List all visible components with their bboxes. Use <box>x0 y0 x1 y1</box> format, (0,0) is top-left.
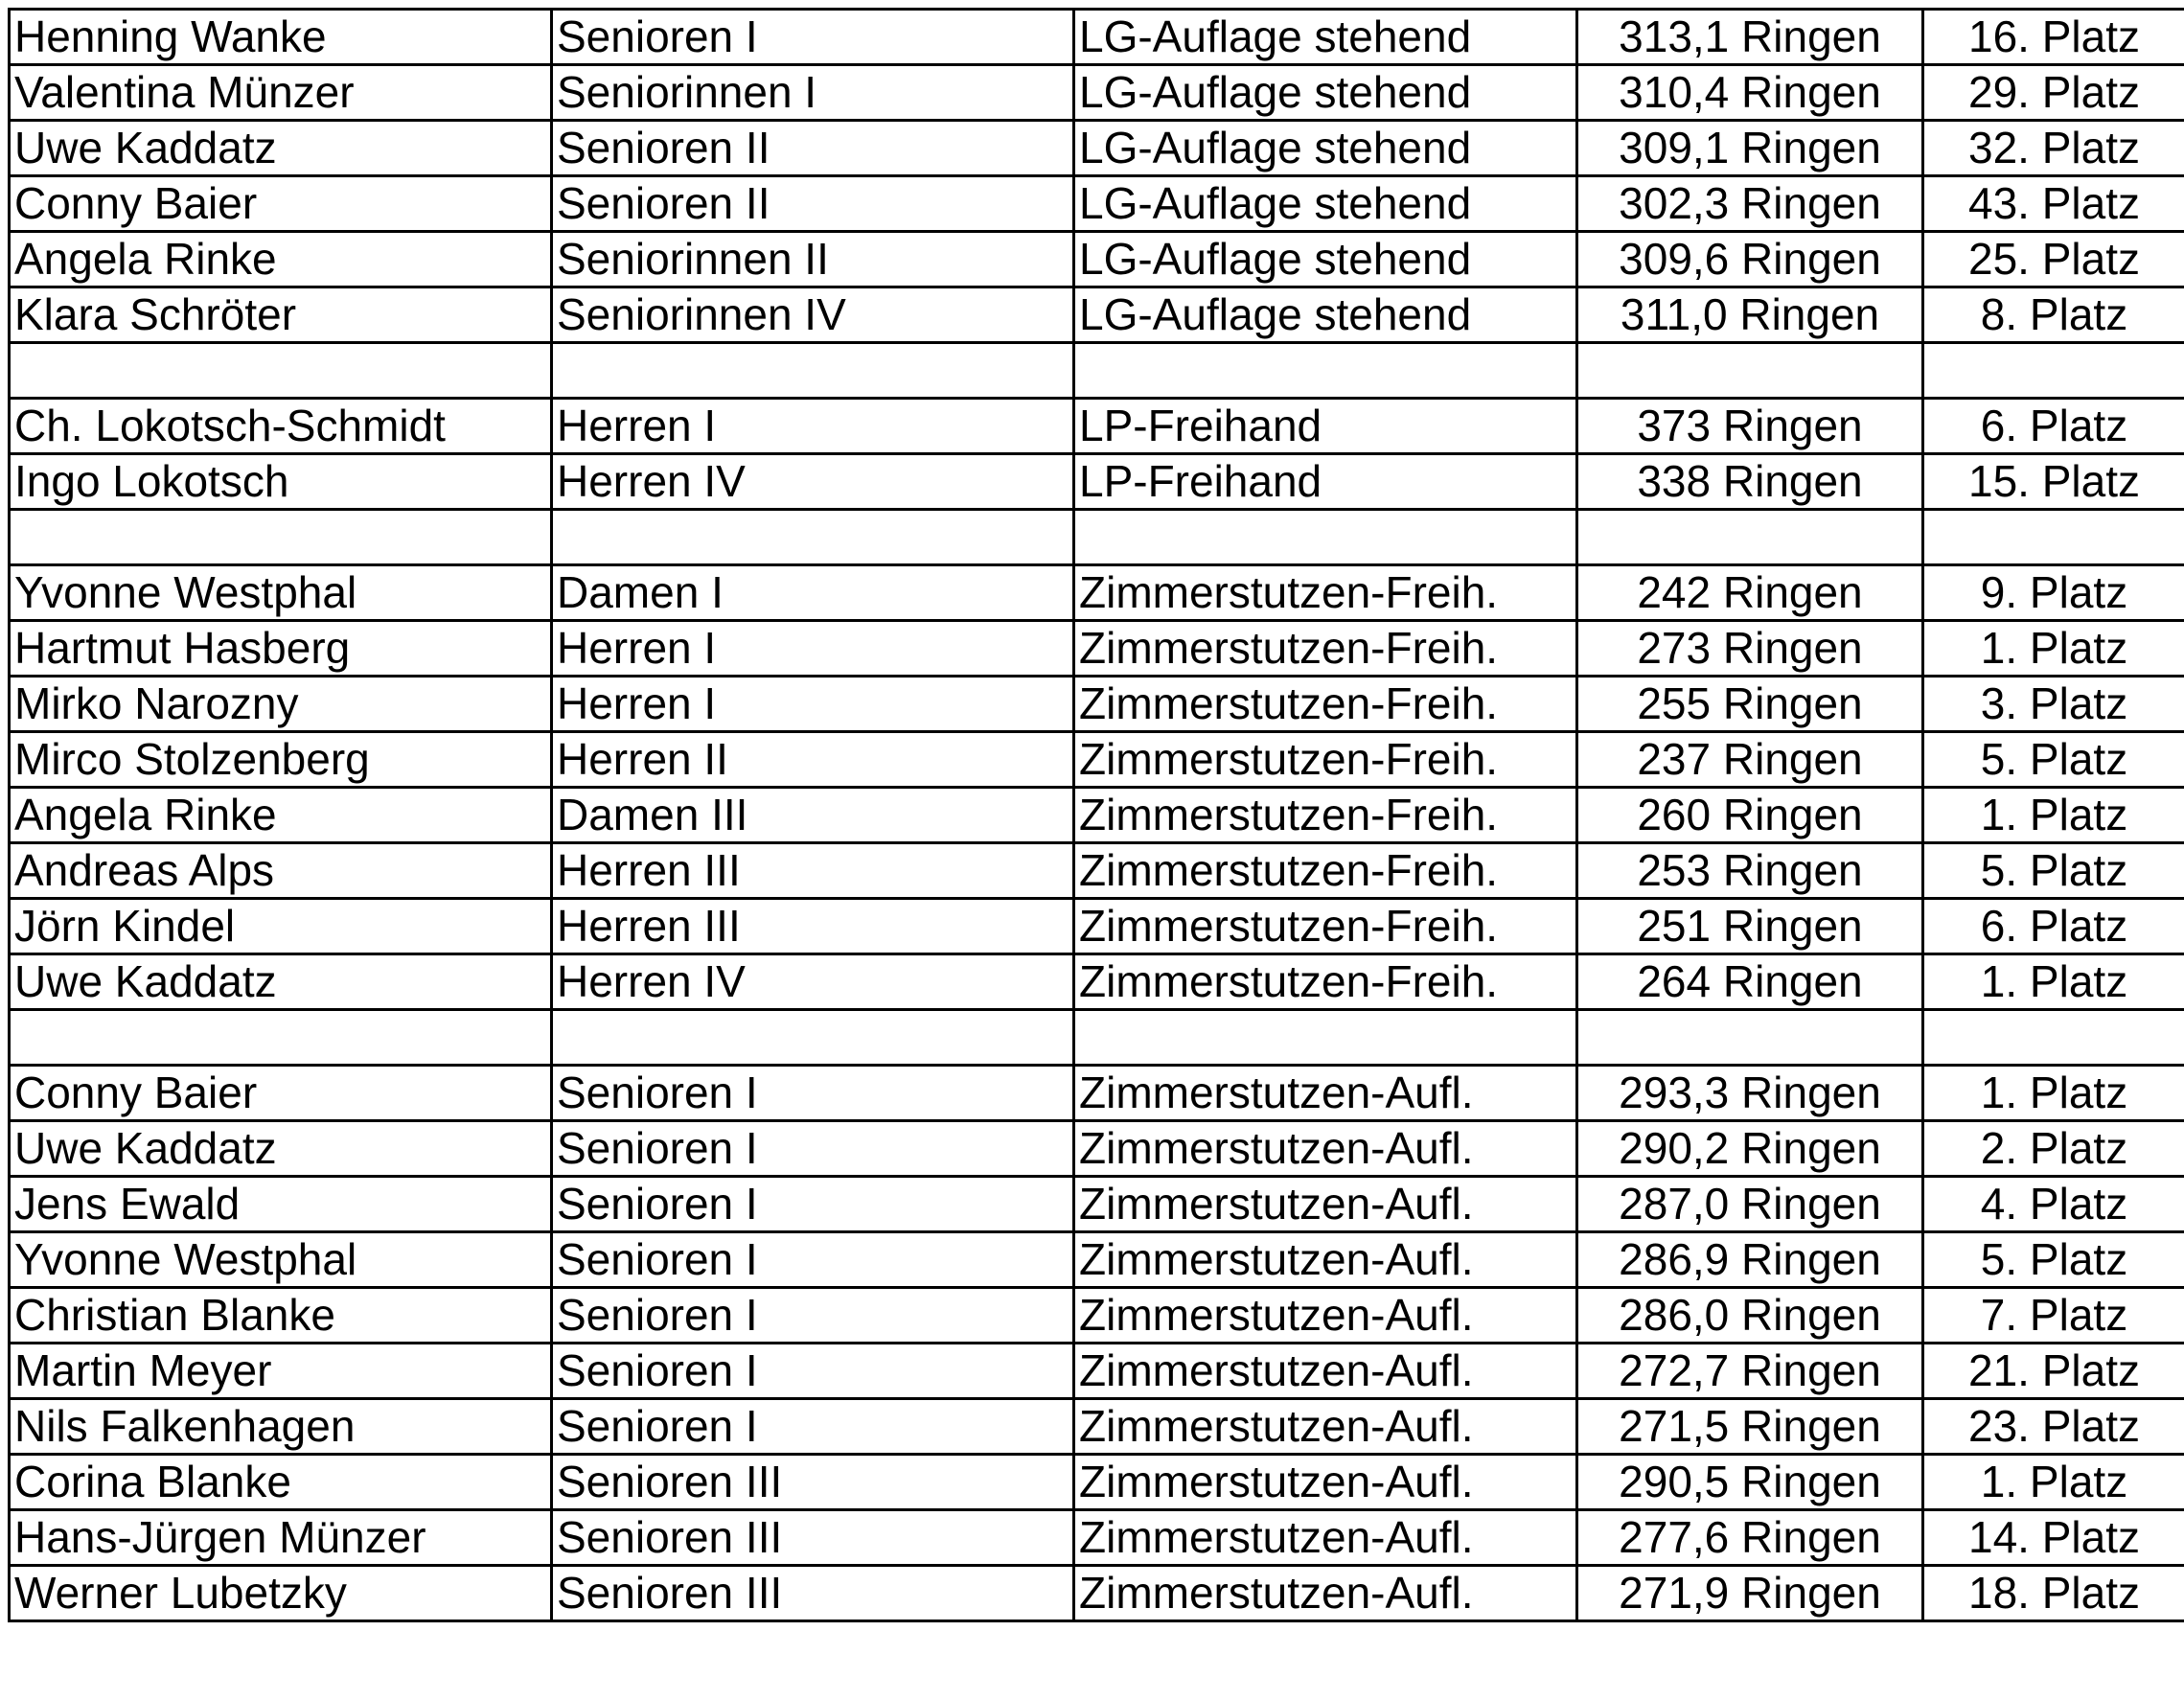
place-cell: 2. Platz <box>1923 1121 2184 1177</box>
score-cell: 277,6 Ringen <box>1577 1510 1923 1566</box>
shooter-name-cell: Jörn Kindel <box>10 899 552 954</box>
table-row <box>10 843 2184 899</box>
shooter-name-cell: Hans-Jürgen Münzer <box>10 1510 552 1566</box>
place-cell: 3. Platz <box>1923 677 2184 732</box>
table-row <box>10 621 2184 677</box>
table-row <box>10 1066 2184 1121</box>
shooter-name-cell: Conny Baier <box>10 176 552 232</box>
table-row <box>10 1344 2184 1399</box>
shooter-name-cell: Angela Rinke <box>10 788 552 843</box>
discipline-cell: LP-Freihand <box>1074 399 1577 454</box>
table-row <box>10 1177 2184 1232</box>
score-cell: 237 Ringen <box>1577 732 1923 788</box>
discipline-cell: Zimmerstutzen-Freih. <box>1074 954 1577 1010</box>
results-sheet <box>8 8 2184 1622</box>
score-cell: 302,3 Ringen <box>1577 176 1923 232</box>
table-row <box>10 454 2184 510</box>
discipline-cell: Zimmerstutzen-Freih. <box>1074 843 1577 899</box>
age-class-cell: Herren III <box>552 899 1074 954</box>
age-class-cell <box>552 343 1074 399</box>
age-class-cell <box>552 510 1074 565</box>
shooter-name-cell: Yvonne Westphal <box>10 1232 552 1288</box>
place-cell: 18. Platz <box>1923 1566 2184 1621</box>
table-row <box>10 232 2184 287</box>
place-cell: 7. Platz <box>1923 1288 2184 1344</box>
age-class-cell: Senioren I <box>552 10 1074 65</box>
discipline-cell: Zimmerstutzen-Aufl. <box>1074 1399 1577 1455</box>
place-cell: 4. Platz <box>1923 1177 2184 1232</box>
score-cell: 242 Ringen <box>1577 565 1923 621</box>
table-row <box>10 1510 2184 1566</box>
age-class-cell: Senioren I <box>552 1344 1074 1399</box>
age-class-cell: Seniorinnen IV <box>552 287 1074 343</box>
age-class-cell: Seniorinnen I <box>552 65 1074 121</box>
discipline-cell: LG-Auflage stehend <box>1074 10 1577 65</box>
shooter-name-cell <box>10 343 552 399</box>
score-cell: 271,9 Ringen <box>1577 1566 1923 1621</box>
score-cell: 309,6 Ringen <box>1577 232 1923 287</box>
shooter-name-cell: Ingo Lokotsch <box>10 454 552 510</box>
place-cell <box>1923 510 2184 565</box>
table-row <box>10 10 2184 65</box>
results-table <box>8 8 2184 1622</box>
shooter-name-cell: Andreas Alps <box>10 843 552 899</box>
discipline-cell: Zimmerstutzen-Aufl. <box>1074 1510 1577 1566</box>
place-cell: 23. Platz <box>1923 1399 2184 1455</box>
age-class-cell: Senioren II <box>552 121 1074 176</box>
age-class-cell: Damen I <box>552 565 1074 621</box>
age-class-cell: Herren I <box>552 621 1074 677</box>
age-class-cell: Senioren I <box>552 1288 1074 1344</box>
table-row <box>10 399 2184 454</box>
discipline-cell: LG-Auflage stehend <box>1074 287 1577 343</box>
place-cell: 6. Platz <box>1923 399 2184 454</box>
discipline-cell: Zimmerstutzen-Aufl. <box>1074 1566 1577 1621</box>
age-class-cell: Herren IV <box>552 954 1074 1010</box>
discipline-cell: Zimmerstutzen-Aufl. <box>1074 1288 1577 1344</box>
table-row <box>10 1455 2184 1510</box>
discipline-cell <box>1074 1010 1577 1066</box>
shooter-name-cell: Martin Meyer <box>10 1344 552 1399</box>
discipline-cell: LG-Auflage stehend <box>1074 121 1577 176</box>
spacer-row <box>10 510 2184 565</box>
score-cell: 310,4 Ringen <box>1577 65 1923 121</box>
discipline-cell <box>1074 510 1577 565</box>
shooter-name-cell: Klara Schröter <box>10 287 552 343</box>
spacer-row <box>10 343 2184 399</box>
shooter-name-cell: Uwe Kaddatz <box>10 121 552 176</box>
shooter-name-cell: Valentina Münzer <box>10 65 552 121</box>
score-cell: 253 Ringen <box>1577 843 1923 899</box>
age-class-cell: Senioren I <box>552 1066 1074 1121</box>
score-cell: 272,7 Ringen <box>1577 1344 1923 1399</box>
table-row <box>10 176 2184 232</box>
place-cell: 43. Platz <box>1923 176 2184 232</box>
age-class-cell: Herren III <box>552 843 1074 899</box>
age-class-cell: Senioren III <box>552 1566 1074 1621</box>
score-cell: 255 Ringen <box>1577 677 1923 732</box>
age-class-cell: Senioren III <box>552 1455 1074 1510</box>
shooter-name-cell: Henning Wanke <box>10 10 552 65</box>
age-class-cell: Herren II <box>552 732 1074 788</box>
discipline-cell <box>1074 343 1577 399</box>
place-cell: 9. Platz <box>1923 565 2184 621</box>
shooter-name-cell: Werner Lubetzky <box>10 1566 552 1621</box>
place-cell: 1. Platz <box>1923 1066 2184 1121</box>
shooter-name-cell: Uwe Kaddatz <box>10 954 552 1010</box>
shooter-name-cell: Hartmut Hasberg <box>10 621 552 677</box>
discipline-cell: Zimmerstutzen-Freih. <box>1074 788 1577 843</box>
shooter-name-cell: Yvonne Westphal <box>10 565 552 621</box>
discipline-cell: Zimmerstutzen-Freih. <box>1074 677 1577 732</box>
score-cell: 373 Ringen <box>1577 399 1923 454</box>
place-cell <box>1923 1010 2184 1066</box>
table-row <box>10 954 2184 1010</box>
spacer-row <box>10 1010 2184 1066</box>
place-cell: 1. Platz <box>1923 1455 2184 1510</box>
shooter-name-cell: Ch. Lokotsch-Schmidt <box>10 399 552 454</box>
score-cell: 313,1 Ringen <box>1577 10 1923 65</box>
place-cell: 1. Platz <box>1923 621 2184 677</box>
shooter-name-cell: Conny Baier <box>10 1066 552 1121</box>
discipline-cell: LP-Freihand <box>1074 454 1577 510</box>
age-class-cell: Senioren III <box>552 1510 1074 1566</box>
table-row <box>10 1288 2184 1344</box>
score-cell <box>1577 1010 1923 1066</box>
place-cell <box>1923 343 2184 399</box>
score-cell: 309,1 Ringen <box>1577 121 1923 176</box>
table-row <box>10 65 2184 121</box>
score-cell: 287,0 Ringen <box>1577 1177 1923 1232</box>
shooter-name-cell: Corina Blanke <box>10 1455 552 1510</box>
place-cell: 1. Platz <box>1923 954 2184 1010</box>
place-cell: 5. Platz <box>1923 1232 2184 1288</box>
table-row <box>10 1232 2184 1288</box>
shooter-name-cell <box>10 1010 552 1066</box>
score-cell <box>1577 510 1923 565</box>
shooter-name-cell: Jens Ewald <box>10 1177 552 1232</box>
place-cell: 6. Platz <box>1923 899 2184 954</box>
shooter-name-cell: Nils Falkenhagen <box>10 1399 552 1455</box>
table-row <box>10 788 2184 843</box>
place-cell: 5. Platz <box>1923 732 2184 788</box>
discipline-cell: Zimmerstutzen-Freih. <box>1074 565 1577 621</box>
score-cell: 273 Ringen <box>1577 621 1923 677</box>
table-row <box>10 121 2184 176</box>
table-row <box>10 677 2184 732</box>
age-class-cell: Herren IV <box>552 454 1074 510</box>
place-cell: 21. Platz <box>1923 1344 2184 1399</box>
table-row <box>10 565 2184 621</box>
place-cell: 16. Platz <box>1923 10 2184 65</box>
discipline-cell: Zimmerstutzen-Aufl. <box>1074 1066 1577 1121</box>
score-cell <box>1577 343 1923 399</box>
place-cell: 5. Platz <box>1923 843 2184 899</box>
age-class-cell: Herren I <box>552 399 1074 454</box>
shooter-name-cell: Mirco Stolzenberg <box>10 732 552 788</box>
discipline-cell: Zimmerstutzen-Aufl. <box>1074 1344 1577 1399</box>
place-cell: 32. Platz <box>1923 121 2184 176</box>
discipline-cell: Zimmerstutzen-Aufl. <box>1074 1455 1577 1510</box>
discipline-cell: Zimmerstutzen-Freih. <box>1074 621 1577 677</box>
age-class-cell <box>552 1010 1074 1066</box>
score-cell: 271,5 Ringen <box>1577 1399 1923 1455</box>
score-cell: 264 Ringen <box>1577 954 1923 1010</box>
age-class-cell: Senioren I <box>552 1121 1074 1177</box>
discipline-cell: Zimmerstutzen-Aufl. <box>1074 1121 1577 1177</box>
discipline-cell: Zimmerstutzen-Aufl. <box>1074 1177 1577 1232</box>
score-cell: 338 Ringen <box>1577 454 1923 510</box>
shooter-name-cell: Angela Rinke <box>10 232 552 287</box>
place-cell: 14. Platz <box>1923 1510 2184 1566</box>
table-row <box>10 1121 2184 1177</box>
age-class-cell: Seniorinnen II <box>552 232 1074 287</box>
table-row <box>10 732 2184 788</box>
discipline-cell: LG-Auflage stehend <box>1074 176 1577 232</box>
place-cell: 15. Platz <box>1923 454 2184 510</box>
discipline-cell: LG-Auflage stehend <box>1074 65 1577 121</box>
discipline-cell: Zimmerstutzen-Freih. <box>1074 732 1577 788</box>
table-row <box>10 1399 2184 1455</box>
score-cell: 286,9 Ringen <box>1577 1232 1923 1288</box>
score-cell: 286,0 Ringen <box>1577 1288 1923 1344</box>
shooter-name-cell <box>10 510 552 565</box>
place-cell: 25. Platz <box>1923 232 2184 287</box>
place-cell: 1. Platz <box>1923 788 2184 843</box>
table-row <box>10 899 2184 954</box>
score-cell: 260 Ringen <box>1577 788 1923 843</box>
place-cell: 29. Platz <box>1923 65 2184 121</box>
age-class-cell: Herren I <box>552 677 1074 732</box>
results-table-body <box>10 10 2184 1621</box>
score-cell: 290,5 Ringen <box>1577 1455 1923 1510</box>
shooter-name-cell: Uwe Kaddatz <box>10 1121 552 1177</box>
place-cell: 8. Platz <box>1923 287 2184 343</box>
shooter-name-cell: Christian Blanke <box>10 1288 552 1344</box>
table-row <box>10 1566 2184 1621</box>
score-cell: 251 Ringen <box>1577 899 1923 954</box>
age-class-cell: Senioren II <box>552 176 1074 232</box>
age-class-cell: Damen III <box>552 788 1074 843</box>
age-class-cell: Senioren I <box>552 1399 1074 1455</box>
discipline-cell: Zimmerstutzen-Freih. <box>1074 899 1577 954</box>
shooter-name-cell: Mirko Narozny <box>10 677 552 732</box>
score-cell: 290,2 Ringen <box>1577 1121 1923 1177</box>
discipline-cell: LG-Auflage stehend <box>1074 232 1577 287</box>
table-row <box>10 287 2184 343</box>
score-cell: 293,3 Ringen <box>1577 1066 1923 1121</box>
score-cell: 311,0 Ringen <box>1577 287 1923 343</box>
age-class-cell: Senioren I <box>552 1232 1074 1288</box>
age-class-cell: Senioren I <box>552 1177 1074 1232</box>
discipline-cell: Zimmerstutzen-Aufl. <box>1074 1232 1577 1288</box>
